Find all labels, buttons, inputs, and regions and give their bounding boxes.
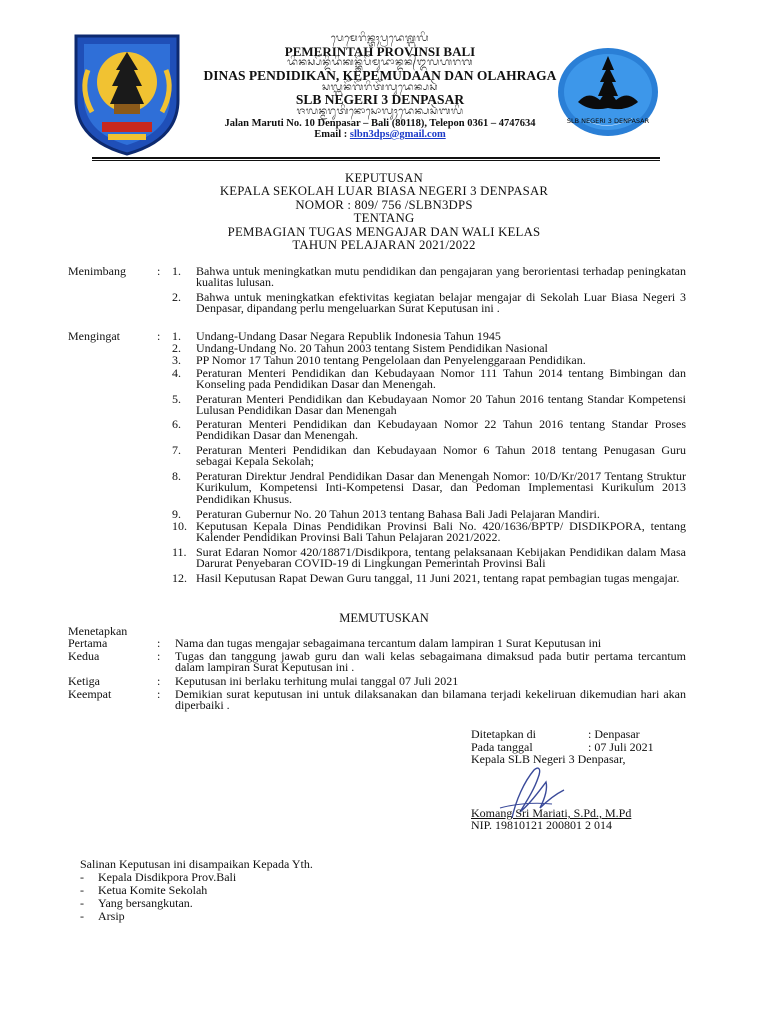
title-line-4: TENTANG [353, 211, 415, 226]
school-logo-text: SLB NEGERI 3 DENPASAR [566, 117, 650, 125]
menimbang-item: Bahwa untuk meningkatkan mutu pendidikan dan pengajaran yang berorientasi terhadap peningkatan kualitas lulusan. [196, 264, 686, 290]
letterhead-email-line [180, 129, 580, 140]
decree-title [0, 172, 768, 252]
mengingat-item: PP Nomor 17 Tahun 2010 tentang Pengelolaan dan Penyelenggaraan Pendidikan. [196, 353, 586, 367]
ditetapkan-label: Ditetapkan di [471, 727, 536, 741]
letterhead-balinese-line-1: ᬧᬾᬫᬾᬭᬶᬦ᭄ᬢᬄᬧ᭄ᬭᬤᬾᬰ᭄ᬩᬮᬶ [330, 33, 430, 44]
mengingat-item: Peraturan Direktur Jendral Pendidikan Dasar dan Menengah Nomor: 10/D/Kr/2017 Tentang Struktur Kurikulum, Kompetensi Inti-Kompetensi Dasar, dan Pedoman Implementasi Kurikulum 2013 Pendidikan Khusus. [196, 469, 686, 506]
menetapkan-label: Menetapkan [68, 624, 128, 638]
mengingat-no: 8. [172, 469, 181, 483]
ditetapkan-value: : Denpasar [588, 727, 640, 741]
decision-text: Nama dan tugas mengajar sebagaimana tercantum dalam lampiran 1 Surat Keputusan ini [175, 636, 602, 650]
letterhead-balinese-line-2: ᬤᬶᬦᬲ᭄ᬧᭂᬦ᭄ᬤᬶᬤᬶᬓᬦ᭄ᬓᭂᬧᭂᬫᬸᬤᬵᬦ᭄ᬤᬦ᭄ᬑᬮᬳᬭᬕ [287, 57, 473, 69]
mengingat-item: Undang-Undang Dasar Negara Republik Indonesia Tahun 1945 [196, 329, 501, 343]
decision-label: Keempat [68, 687, 112, 701]
letterhead-balinese-line-3: ᬲᬮ᭄ᬩᬦᭂᬕᭂᬭᬶᬢᭂᬮᬸᬤᬾᬦ᭄ᬧᬲᬃ [321, 81, 439, 93]
letterhead-province: PEMERINTAH PROVINSI BALI [284, 43, 476, 59]
decision-colon: : [157, 636, 161, 650]
copy-recipient-text: Ketua Komite Sekolah [98, 883, 208, 897]
mengingat-item: Undang-Undang No. 20 Tahun 2003 tentang Sistem Pendidikan Nasional [196, 341, 548, 355]
mengingat-no: 9. [172, 507, 181, 521]
mengingat-no: 4. [172, 366, 181, 380]
decision-colon: : [157, 674, 161, 688]
mengingat-label: Mengingat [68, 329, 120, 343]
menimbang-colon: : [157, 264, 161, 278]
signatory-nip: NIP. 19810121 200801 2 014 [471, 818, 613, 832]
menimbang-item: Bahwa untuk meningkatkan efektivitas kegiatan belajar mengajar di Sekolah Luar Biasa Negeri 3 Denpasar, dipandang perlu mengeluarkan Surat Keputusan ini . [196, 290, 686, 316]
mengingat-no: 11. [172, 545, 187, 559]
tanggal-value: : 07 Juli 2021 [588, 740, 654, 754]
ditetapkan-row [471, 729, 640, 741]
mengingat-no: 7. [172, 443, 181, 457]
copy-dash: - [80, 883, 84, 897]
letterhead-address: Jalan Maruti No. 10 Denpasar – Bali (80118), Telepon 0361 – 4747634 [224, 117, 536, 129]
decision-colon: : [157, 649, 161, 663]
tanggal-label: Pada tanggal [471, 740, 533, 754]
email-label: Email : [314, 129, 350, 140]
mengingat-colon: : [157, 329, 161, 343]
decision-colon: : [157, 687, 161, 701]
mengingat-item: Peraturan Gubernur No. 20 Tahun 2013 tentang Bahasa Bali Jadi Pelajaran Mandiri. [196, 507, 600, 521]
mengingat-item: Peraturan Menteri Pendidikan dan Kebudayaan Nomor 22 Tahun 2016 tentang Standar Proses Pendidikan Dasar dan Menengah. [196, 417, 686, 443]
letterhead-balinese-line-4: ᬚᬮᬦ᭄ᬫᬭᬸᬢᬶᬦᭀᬲᭀᬮᬸᬄᬤᬾᬦ᭄ᬧᬲᬃᬩᬮᬶ [296, 106, 464, 118]
menimbang-no: 2. [172, 290, 181, 304]
mengingat-item: Peraturan Menteri Pendidikan dan Kebudayaan Nomor 6 Tahun 2018 tentang Penugasan Guru sebagai Kepala Sekolah; [196, 443, 686, 469]
mengingat-no: 5. [172, 392, 181, 406]
menimbang-no: 1. [172, 264, 181, 278]
mengingat-no: 2. [172, 341, 181, 355]
mengingat-item: Keputusan Kepala Dinas Pendidikan Provinsi Bali No. 420/1636/BPTP/ DISDIKPORA, tentang Kalender Pendidikan Provinsi Bali Tahun Pelajaran 2021/2022. [196, 519, 686, 545]
mengingat-no: 6. [172, 417, 181, 431]
decision-label: Kedua [68, 649, 100, 663]
copy-dash: - [80, 896, 84, 910]
copy-recipient-text: Kepala Disdikpora Prov.Bali [98, 870, 237, 884]
copy-dash: - [80, 909, 84, 923]
letterhead [180, 34, 580, 140]
title-line-2: KEPALA SEKOLAH LUAR BIASA NEGERI 3 DENPASAR [219, 184, 549, 199]
letterhead-divider-thin [92, 160, 660, 161]
mengingat-no: 12. [172, 571, 187, 585]
letterhead-department: DINAS PENDIDIKAN, KEPEMUDAAN DAN OLAHRAGA [203, 67, 557, 83]
decision-text: Demikian surat keputusan ini untuk dilaksanakan dan bilamana terjadi kekeliruan dikemudian hari akan diperbaiki . [175, 687, 686, 713]
bali-province-crest-logo [68, 30, 186, 158]
letterhead-divider [92, 157, 660, 159]
email-link[interactable]: slbn3dps@gmail.com [349, 129, 446, 140]
mengingat-no: 10. [172, 519, 187, 533]
letterhead-school: SLB NEGERI 3 DENPASAR [295, 92, 465, 108]
mengingat-item: Peraturan Menteri Pendidikan dan Kebudayaan Nomor 111 Tahun 2014 tentang Bimbingan dan Konseling pada Pendidikan Dasar dan Menengah. [196, 366, 686, 392]
title-line-3: NOMOR : 809/ 756 /SLBN3DPS [295, 197, 473, 212]
decision-label: Pertama [68, 636, 108, 650]
copies-intro: Salinan Keputusan ini disampaikan Kepada Yth. [80, 857, 313, 871]
copy-recipient-text: Yang bersangkutan. [98, 896, 193, 910]
mengingat-item: Peraturan Menteri Pendidikan dan Kebudayaan Nomor 20 Tahun 2016 tentang Standar Kompetensi Lulusan Pendidikan Dasar dan Menengah [196, 392, 686, 418]
decision-text: Tugas dan tanggung jawab guru dan wali kelas sebagaimana dimaksud pada butir pertama tercantum dalam lampiran Surat Keputusan ini . [175, 649, 686, 675]
mengingat-no: 1. [172, 329, 181, 343]
copy-recipient-text: Arsip [98, 909, 125, 923]
mengingat-no: 3. [172, 353, 181, 367]
mengingat-item: Surat Edaran Nomor 420/18871/Disdikpora, tentang pelaksanaan Kebijakan Pendidikan dalam Masa Darurat Penyebaran COVID-19 di Lingkungan Pemerintah Provinsi Bali [196, 545, 686, 571]
decision-text: Keputusan ini berlaku terhitung mulai tanggal 07 Juli 2021 [175, 674, 459, 688]
menimbang-label: Menimbang [68, 264, 126, 278]
signatory-name: Komang Sri Mariati, S.Pd., M.Pd [471, 806, 632, 820]
mengingat-item: Hasil Keputusan Rapat Dewan Guru tanggal, 11 Juni 2021, tentang rapat pembagian tugas mengajar. [196, 571, 680, 585]
signatory-position: Kepala SLB Negeri 3 Denpasar, [471, 752, 626, 766]
title-line-1: KEPUTUSAN [345, 171, 423, 185]
decision-label: Ketiga [68, 674, 100, 688]
title-line-6: TAHUN PELAJARAN 2021/2022 [292, 238, 476, 253]
memutuskan-heading: MEMUTUSKAN [339, 611, 429, 625]
title-line-5: PEMBAGIAN TUGAS MENGAJAR DAN WALI KELAS [227, 224, 541, 239]
copy-dash: - [80, 870, 84, 884]
